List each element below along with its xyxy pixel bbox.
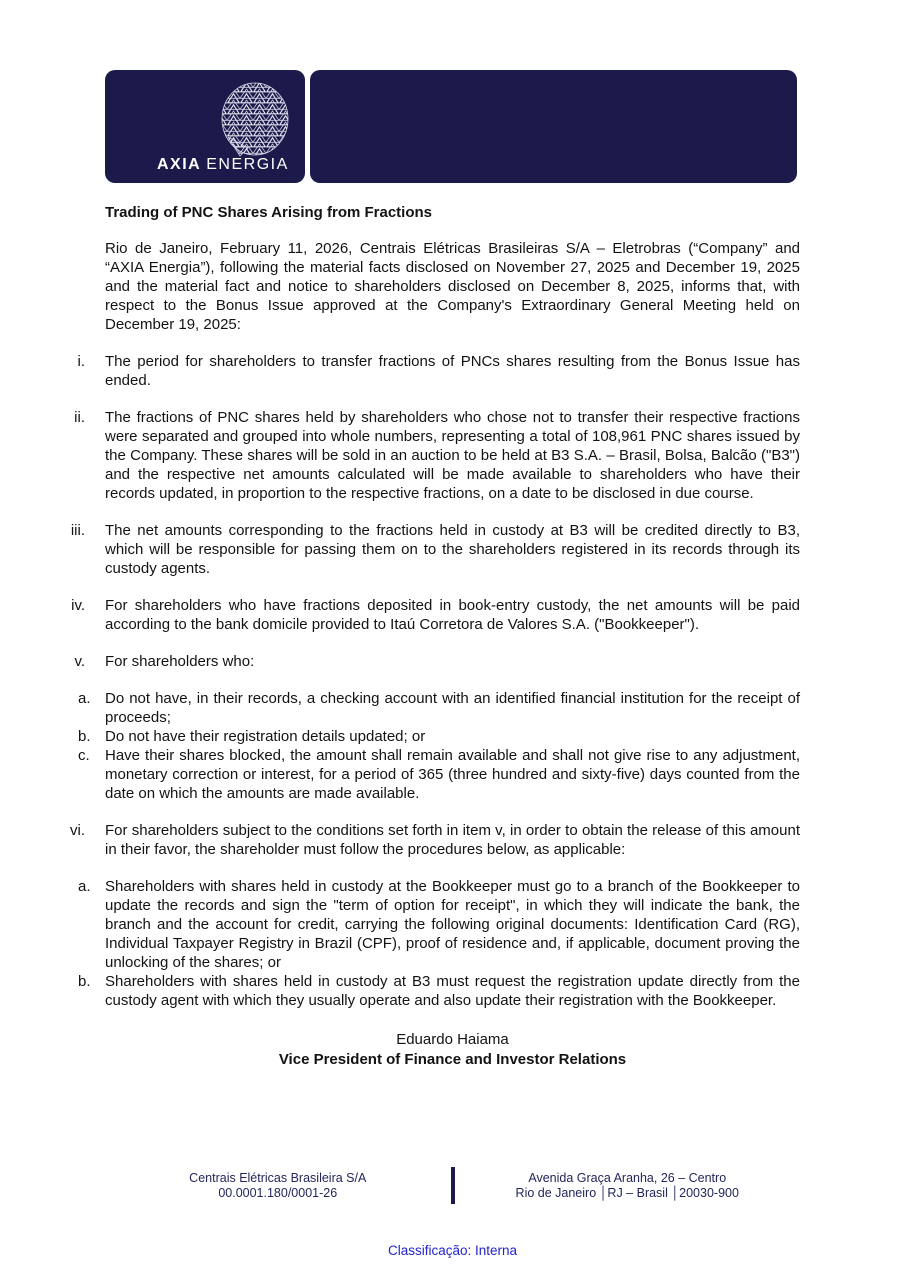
list-item-iv: [71, 596, 800, 634]
list-text: [78, 652, 800, 803]
footer-tax-id: 00.0001.180/0001-26: [218, 1185, 338, 1200]
sublist-marker: b.: [78, 728, 91, 745]
list-marker: ii.: [74, 409, 85, 426]
list-text: The period for shareholders to transfer fractions of PNCs shares resulting from the Bonus Issue has ended.: [105, 353, 800, 389]
list-item-vi: [70, 821, 800, 1010]
sublist-marker: b.: [78, 973, 91, 990]
list-item-i: [77, 352, 800, 390]
signature-block: [105, 1030, 800, 1070]
sublist-item-a: [78, 689, 800, 727]
list-item-ii: [74, 408, 800, 503]
footer-company-name: Centrais Elétricas Brasileira S/A: [189, 1170, 367, 1185]
list-text: [78, 821, 800, 1010]
sublist-v: [78, 689, 800, 803]
classification-label: Classificação: Interna: [387, 1243, 518, 1258]
document-body: [70, 203, 800, 1010]
list-item-v: [74, 652, 800, 803]
list-text-lead: For shareholders subject to the conditions set forth in item v, in order to obtain the release of this amount in their favor, the shareholder must follow the procedures below, as applicable:: [105, 822, 800, 858]
footer-address-street: Avenida Graça Aranha, 26 – Centro: [528, 1170, 727, 1185]
sublist-item-a: [78, 877, 800, 972]
brand-wordmark: [157, 156, 289, 174]
brand-energia: ENERGIA: [206, 156, 289, 173]
sublist-marker: a.: [78, 878, 91, 895]
list-marker: vi.: [70, 822, 85, 839]
list-text: The fractions of PNC shares held by shareholders who chose not to transfer their respective fractions were separated and grouped into whole numbers, representing a total of 108,961 PNC shares issued by the Company. These shares will be sold in an auction to be held at B3 S.A. – Brasil, Bolsa, Balcão ("B3") and the respective net amounts calculated will be made available to shareholders who have their records updated, in proportion to the respective fractions, on a date to be disclosed in due course.: [105, 409, 800, 502]
list-text: The net amounts corresponding to the fractions held in custody at B3 will be credited directly to B3, which will be responsible for passing them on to the shareholders registered in its records through its custody agents.: [105, 522, 800, 577]
sublist-vi: [78, 877, 800, 1010]
signatory-name: Eduardo Haiama: [396, 1031, 509, 1048]
list-item-iii: [70, 521, 800, 578]
header-banner-bar: [310, 70, 797, 183]
sublist-text: Shareholders with shares held in custody at B3 must request the registration update directly from the custody agent with which they usually operate and also update their registration with the Bookkeeper.: [105, 973, 800, 1009]
header-banner: [105, 70, 797, 183]
sublist-marker: c.: [78, 747, 90, 764]
list-text-lead: For shareholders who:: [105, 653, 255, 670]
brand-axia: AXIA: [157, 156, 202, 173]
logo-box: [105, 70, 305, 183]
list-marker: v.: [74, 653, 85, 670]
page-title: Trading of PNC Shares Arising from Fractions: [105, 204, 432, 221]
sublist-text: Shareholders with shares held in custody at the Bookkeeper must go to a branch of the Bookkeeper to update the records and sign the "term of option for receipt", in which they will indicate the bank, the branch and the account for credit, carrying the following original documents: Identification Card (RG), Individual Taxpayer Registry in Brazil (CPF), proof of residence and, if applicable, document proving the unlocking of the shares; or: [105, 878, 800, 971]
signatory-role: Vice President of Finance and Investor Relations: [278, 1051, 627, 1068]
sublist-marker: a.: [78, 690, 91, 707]
list-marker: iv.: [71, 597, 85, 614]
sublist-item-b: [78, 972, 800, 1010]
sublist-text: Do not have, in their records, a checking account with an identified financial institution for the receipt of proceeds;: [105, 690, 800, 726]
list-text: For shareholders who have fractions deposited in book-entry custody, the net amounts will be paid according to the bank domicile provided to Itaú Corretora de Valores S.A. ("Bookkeeper").: [105, 597, 800, 633]
sublist-text: Have their shares blocked, the amount shall remain available and shall not give rise to any adjustment, monetary correction or interest, for a period of 365 (three hundred and sixty-five) days counted from the date on which the amounts are made available.: [105, 747, 800, 802]
list-marker: iii.: [70, 522, 85, 539]
list-marker: i.: [77, 353, 85, 370]
page-footer: [105, 1167, 800, 1204]
intro-paragraph: Rio de Janeiro, February 11, 2026, Centrais Elétricas Brasileiras S/A – Eletrobras (“Company” and “AXIA Energia”), following the material facts disclosed on November 27, 2025 and December 19, 2025 and the material fact and notice to shareholders disclosed on December 8, 2025, informs that, with respect to the Bonus Issue approved at the Company's Extraordinary General Meeting held on December 19, 2025:: [105, 240, 800, 333]
sublist-item-c: [78, 746, 800, 803]
sublist-text: Do not have their registration details updated; or: [105, 728, 426, 745]
footer-address-block: [455, 1171, 801, 1201]
footer-company-block: [105, 1171, 451, 1201]
footer-address-city: Rio de Janeiro │RJ – Brasil │20030-900: [515, 1185, 739, 1200]
sublist-item-b: [78, 727, 800, 746]
